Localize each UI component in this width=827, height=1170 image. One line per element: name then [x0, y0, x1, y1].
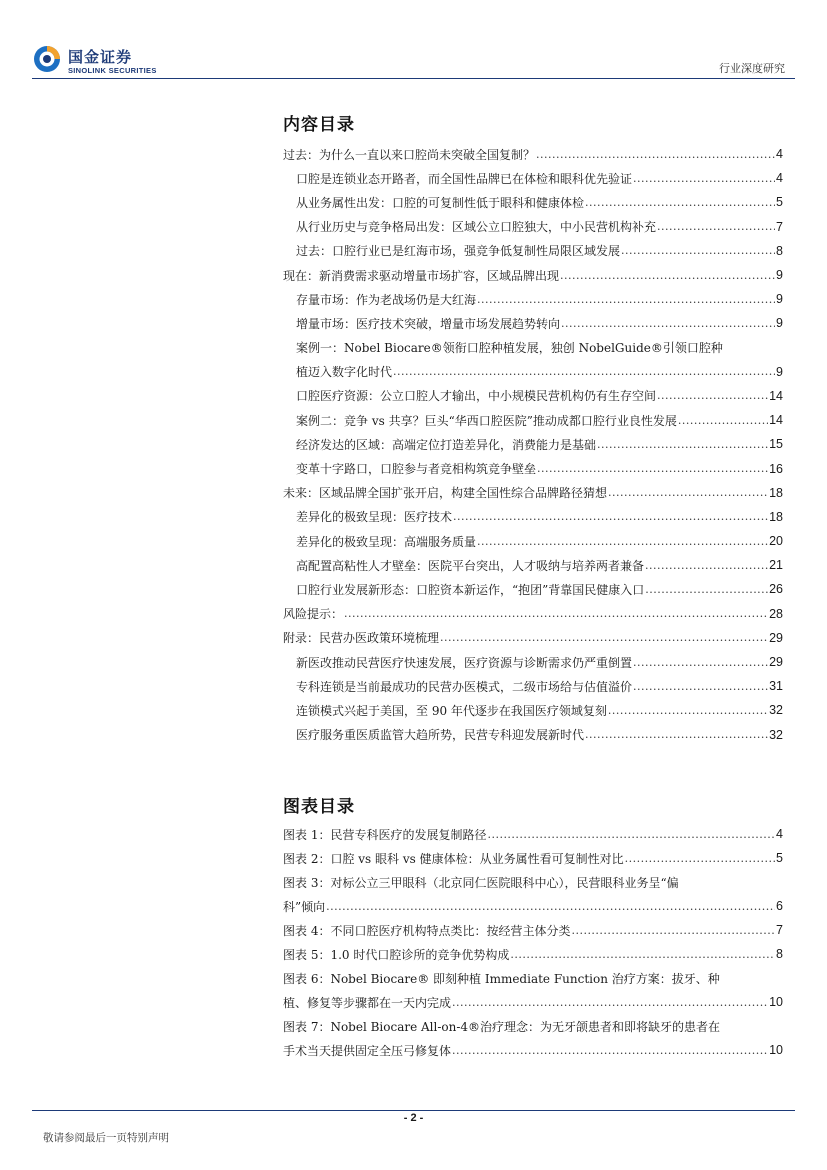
toc-entry-text: 新医改推动民营医疗快速发展，医疗资源与诊断需求仍严重倒置 [296, 655, 633, 670]
figure-entry-page: 4 [776, 827, 783, 841]
toc-entry[interactable] [283, 432, 783, 456]
page-header [0, 0, 827, 80]
figure-entry-page: 5 [776, 851, 783, 865]
toc-entry-page: 9 [776, 292, 783, 307]
toc-entry[interactable] [283, 360, 783, 384]
toc-leader-dots [633, 656, 768, 669]
figure-leader-dots [452, 996, 768, 1009]
toc-leader-dots [561, 317, 775, 330]
figure-entry[interactable] [283, 990, 783, 1014]
toc-entry-page: 14 [769, 413, 783, 428]
toc-leader-dots [585, 196, 775, 209]
toc-entry-line1[interactable] [283, 336, 783, 360]
toc-leader-dots [657, 389, 768, 402]
toc-entry-page: 29 [769, 655, 783, 670]
figure-entry-page: 10 [769, 995, 783, 1009]
toc-entry[interactable] [283, 602, 783, 626]
toc-entry[interactable] [283, 311, 783, 335]
brand-name-en: SINOLINK SECURITIES [68, 66, 157, 75]
figure-list-title: 图表目录 [283, 797, 355, 817]
toc-entry-page: 4 [776, 147, 783, 162]
figure-entry-text: 图表 5：1.0 时代口腔诊所的竞争优势构成 [283, 947, 510, 962]
toc-entry-text: 附录：民营办医政策环境梳理 [283, 631, 440, 646]
toc-entry[interactable] [283, 239, 783, 263]
toc-leader-dots [560, 269, 775, 282]
footer-divider [32, 1110, 795, 1111]
figure-entry-text: 图表 1：民营专科医疗的发展复制路径 [283, 827, 487, 842]
report-type: 行业深度研究 [719, 62, 785, 75]
toc-entry-page: 32 [769, 727, 783, 742]
toc-entry[interactable] [283, 456, 783, 480]
toc-leader-dots [645, 583, 768, 596]
toc-entry-text: 口腔行业发展新形态：口腔资本新运作，“抱团”背靠国民健康入口 [296, 582, 645, 597]
toc-entry[interactable] [283, 626, 783, 650]
toc-leader-dots [645, 559, 768, 572]
figure-entry-text-line1: 图表 6：Nobel Biocare® 即刻种植 Immediate Function 治疗方案：拔牙、种 [283, 971, 720, 986]
toc-entry[interactable] [283, 674, 783, 698]
toc-entry[interactable] [283, 408, 783, 432]
toc-entry-page: 16 [769, 461, 783, 476]
page-number: - 2 - [403, 1112, 424, 1124]
toc-entry-text: 未来：区域品牌全国扩张开启，构建全国性综合品牌路径猜想 [283, 486, 608, 501]
toc-entry[interactable] [283, 529, 783, 553]
toc-entry-page: 7 [776, 219, 783, 234]
brand-logo [32, 44, 162, 78]
toc-entry[interactable] [283, 553, 783, 577]
toc-entry-page: 28 [769, 606, 783, 621]
toc-entry-text: 过去：口腔行业已是红海市场，强竞争低复制性局限区域发展 [296, 244, 621, 259]
toc-entry-page: 9 [776, 268, 783, 283]
figure-entry-text: 手术当天提供固定全压弓修复体 [283, 1043, 452, 1058]
figure-entry-text: 图表 2：口腔 vs 眼科 vs 健康体检：从业务属性看可复制性对比 [283, 851, 624, 866]
toc-leader-dots [440, 631, 768, 644]
toc-entry-text: 经济发达的区域：高端定位打造差异化，消费能力是基础 [296, 437, 597, 452]
toc-entry-text: 差异化的极致呈现：医疗技术 [296, 510, 453, 525]
figure-leader-dots [510, 948, 775, 961]
toc-title: 内容目录 [283, 115, 355, 135]
figure-leader-dots [625, 852, 775, 865]
toc-entry-page: 8 [776, 243, 783, 258]
figure-entry[interactable] [283, 918, 783, 942]
figure-entry-text-line1: 图表 7：Nobel Biocare All-on-4®治疗理念：为无牙颌患者和即将缺牙的患者在 [283, 1019, 721, 1034]
figure-leader-dots [452, 1044, 768, 1057]
toc-entry[interactable] [283, 263, 783, 287]
figure-leader-dots [487, 828, 775, 841]
toc-entry[interactable] [283, 698, 783, 722]
figure-entry-text-line1: 图表 3：对标公立三甲眼科（北京同仁医院眼科中心），民营眼科业务呈“偏 [283, 875, 679, 890]
footer-disclaimer: 敬请参阅最后一页特别声明 [43, 1132, 169, 1144]
figure-entry-page: 6 [776, 899, 783, 913]
toc-leader-dots [597, 438, 768, 451]
toc-entry-text: 增量市场：医疗技术突破，增量市场发展趋势转向 [296, 316, 561, 331]
toc-entry-page: 32 [769, 703, 783, 718]
toc-entry-page: 29 [769, 630, 783, 645]
toc-leader-dots [393, 365, 775, 378]
toc-entry-text: 高配置高粘性人才壁垒：医院平台突出，人才吸纳与培养两者兼备 [296, 558, 645, 573]
toc-leader-dots [633, 172, 775, 185]
brand-name-cn: 国金证券 [68, 48, 133, 66]
toc-leader-dots [608, 704, 768, 717]
toc-entry-text: 变革十字路口，口腔参与者竞相构筑竞争壁垒 [296, 462, 537, 477]
figure-entry-text: 科”倾向 [283, 899, 326, 914]
figure-entry-text: 图表 4：不同口腔医疗机构特点类比：按经营主体分类 [283, 923, 571, 938]
toc-entry-text: 口腔医疗资源：公立口腔人才输出，中小规模民营机构仍有生存空间 [296, 389, 657, 404]
toc-entry-text: 从业务属性出发：口腔的可复制性低于眼科和健康体检 [296, 195, 585, 210]
toc-entry[interactable] [283, 723, 783, 747]
figure-entry[interactable] [283, 894, 783, 918]
toc-entry-text: 从行业历史与竞争格局出发：区域公立口腔独大，中小民营机构补充 [296, 220, 657, 235]
figure-entry[interactable] [283, 846, 783, 870]
toc-entry-text: 植迈入数字化时代 [296, 365, 393, 380]
toc-entry[interactable] [283, 384, 783, 408]
figure-entry-line1[interactable] [283, 870, 783, 894]
toc-entry-text: 现在：新消费需求驱动增量市场扩容，区域品牌出现 [283, 268, 560, 283]
toc-entry-text-line1: 案例一：Nobel Biocare®领衔口腔种植发展，独创 NobelGuide®引领口腔种 [296, 341, 723, 356]
figure-entry-page: 7 [776, 923, 783, 937]
figure-entry-text: 植、修复等步骤都在一天内完成 [283, 995, 452, 1010]
toc-entry-page: 5 [776, 195, 783, 210]
toc-leader-dots [621, 244, 775, 257]
toc-entry-page: 4 [776, 171, 783, 186]
figure-entry-page: 10 [769, 1043, 783, 1057]
toc-leader-dots [477, 293, 775, 306]
figure-entry-page: 8 [776, 947, 783, 961]
toc-entry-text: 案例二：竞争 vs 共享？巨头“华西口腔医院”推动成都口腔行业良性发展 [296, 413, 677, 428]
toc-entry-text: 口腔是连锁业态开路者，而全国性品牌已在体检和眼科优先验证 [296, 171, 633, 186]
toc-entry[interactable] [283, 481, 783, 505]
toc-entry[interactable] [283, 142, 783, 166]
toc-entry[interactable] [283, 215, 783, 239]
toc-entry[interactable] [283, 287, 783, 311]
toc-entry[interactable] [283, 505, 783, 529]
toc-entry[interactable] [283, 577, 783, 601]
toc-entry-page: 18 [769, 485, 783, 500]
toc-entry-text: 连锁模式兴起于美国，至 90 年代逐步在我国医疗领域复刻 [296, 703, 607, 718]
toc-entry[interactable] [283, 650, 783, 674]
toc-leader-dots [453, 510, 768, 523]
toc-leader-dots [585, 728, 768, 741]
toc-entry-text: 差异化的极致呈现：高端服务质量 [296, 534, 477, 549]
header-divider [32, 78, 795, 79]
figure-entry[interactable] [283, 822, 783, 846]
figure-leader-dots [571, 924, 775, 937]
toc-entry[interactable] [283, 190, 783, 214]
toc-entry-page: 15 [769, 437, 783, 452]
figure-list [283, 822, 783, 1062]
toc-leader-dots [344, 607, 768, 620]
toc-entry-page: 31 [769, 679, 783, 694]
toc-leader-dots [536, 148, 775, 161]
figure-entry[interactable] [283, 1038, 783, 1062]
toc-entry-text: 存量市场：作为老战场仍是大红海 [296, 292, 477, 307]
toc-entry-text: 过去：为什么一直以来口腔尚未突破全国复制？ [283, 147, 536, 162]
toc-entry-page: 21 [769, 558, 783, 573]
sinolink-logo-icon [32, 44, 62, 74]
toc-entry-page: 26 [769, 582, 783, 597]
toc-entry-text: 专科连锁是当前最成功的民营办医模式，二级市场给与估值溢价 [296, 679, 633, 694]
toc-entry-page: 9 [776, 364, 783, 379]
toc-leader-dots [477, 535, 768, 548]
toc-entry-page: 20 [769, 534, 783, 549]
toc-entry-text: 医疗服务重医质监管大趋所势，民营专科迎发展新时代 [296, 728, 585, 743]
toc-entry-text: 风险提示： [283, 607, 344, 622]
toc-leader-dots [633, 680, 768, 693]
toc-entry-page: 9 [776, 316, 783, 331]
toc-leader-dots [608, 486, 768, 499]
toc-leader-dots [537, 462, 768, 475]
toc-entry-page: 18 [769, 509, 783, 524]
toc-entry-page: 14 [769, 388, 783, 403]
table-of-contents [283, 142, 783, 747]
figure-entry-line1[interactable] [283, 1014, 783, 1038]
toc-entry[interactable] [283, 166, 783, 190]
figure-entry-line1[interactable] [283, 966, 783, 990]
toc-leader-dots [678, 414, 768, 427]
toc-leader-dots [657, 220, 775, 233]
figure-leader-dots [326, 900, 775, 913]
figure-entry[interactable] [283, 942, 783, 966]
